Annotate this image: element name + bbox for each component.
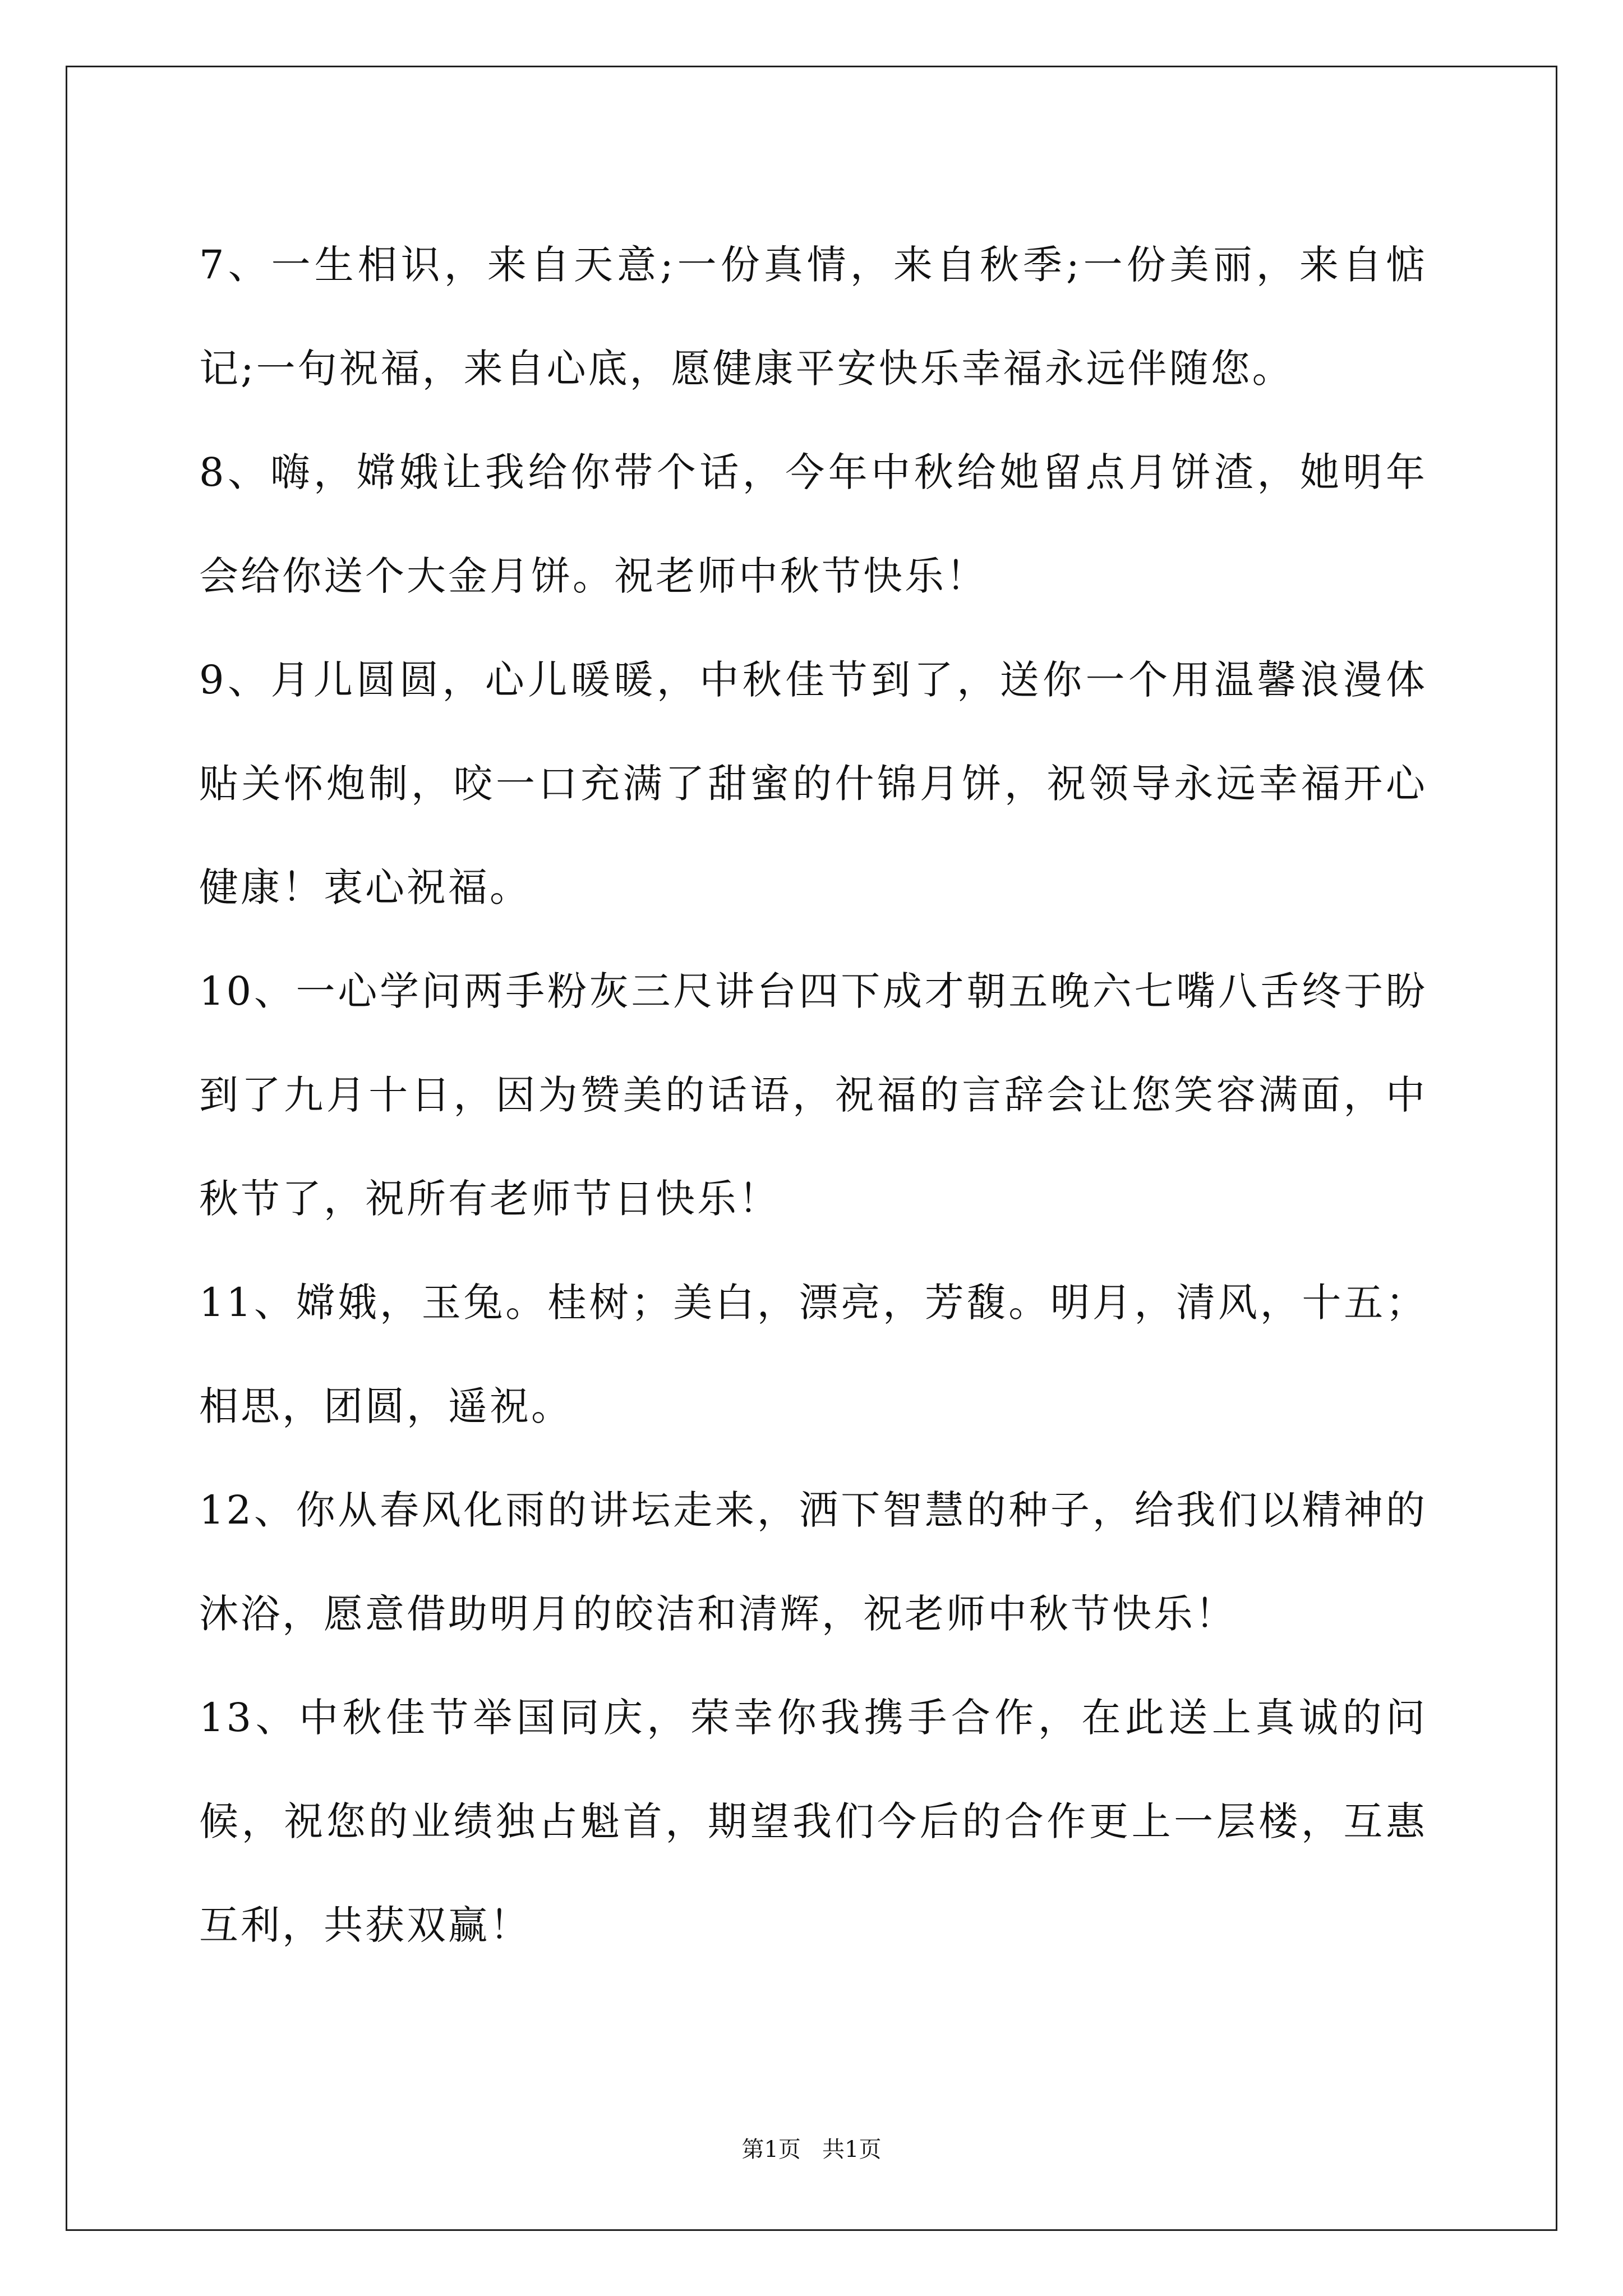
paragraph-13: 13、中秋佳节举国同庆，荣幸你我携手合作，在此送上真诚的问候，祝您的业绩独占魁首，期望我们今后的合作更上一层楼，互惠互利，共获双赢！ — [199, 1695, 1427, 1948]
paragraph-7: 7、一生相识，来自天意;一份真情，来自秋季;一份美丽，来自惦记;一句祝福，来自心底，愿健康平安快乐幸福永远伴随您。 — [199, 242, 1427, 392]
paragraph-9: 9、月儿圆圆，心儿暖暖，中秋佳节到了，送你一个用温馨浪漫体贴关怀炮制，咬一口充满了甜蜜的什锦月饼，祝领导永远幸福开心健康！衷心祝福。 — [199, 657, 1427, 910]
paragraph-11: 11、嫦娥，玉兔。桂树；美白，漂亮，芳馥。明月，清风，十五；相思，团圆，遥祝。 — [199, 1280, 1427, 1429]
paragraph-8: 8、嗨，嫦娥让我给你带个话，今年中秋给她留点月饼渣，她明年会给你送个大金月饼。祝老师中秋节快乐！ — [199, 449, 1427, 599]
document-body — [199, 213, 1427, 1977]
paragraph-12: 12、你从春风化雨的讲坛走来，洒下智慧的种子，给我们以精神的沐浴，愿意借助明月的皎洁和清辉，祝老师中秋节快乐！ — [199, 1487, 1427, 1637]
page-footer: 第1页 共1页 — [741, 2137, 882, 2162]
paragraph-10: 10、一心学问两手粉灰三尺讲台四下成才朝五晚六七嘴八舌终于盼到了九月十日，因为赞美的话语，祝福的言辞会让您笑容满面，中秋节了，祝所有老师节日快乐！ — [199, 968, 1427, 1222]
